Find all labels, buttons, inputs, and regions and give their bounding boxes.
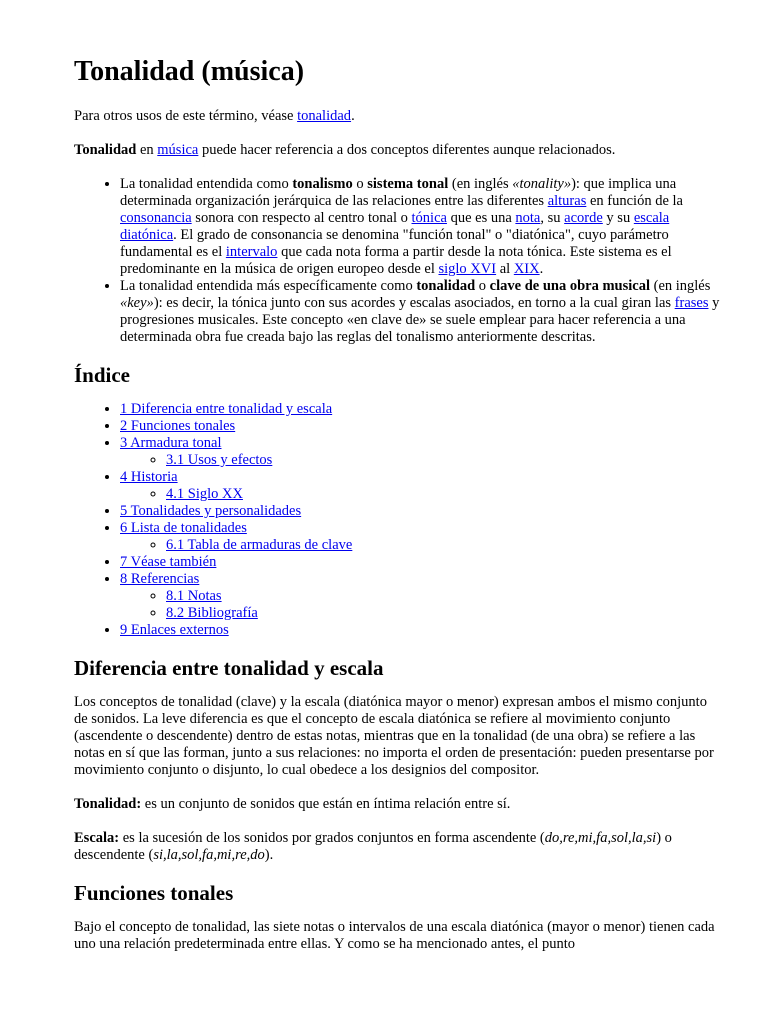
toc-subitem (166, 486, 722, 503)
toc-item (120, 571, 722, 622)
toc-item (120, 520, 722, 554)
toc-subitem (166, 588, 722, 605)
toc-link[interactable]: 4.1 Siglo XX (166, 486, 243, 502)
toc-item (120, 435, 722, 469)
toc-item (120, 622, 722, 639)
toc-subitem (166, 452, 722, 469)
toc-link[interactable]: 3 Armadura tonal (120, 435, 222, 451)
link-escala-diatonica[interactable]: escala diatónica (120, 210, 670, 243)
toc-link[interactable]: 3.1 Usos y efectos (166, 452, 273, 468)
table-of-contents (74, 401, 722, 639)
toc-link[interactable]: 8.1 Notas (166, 588, 222, 604)
toc-item (120, 469, 722, 503)
toc-item (120, 503, 722, 520)
toc-subitem (166, 537, 722, 554)
toc-subitem (166, 605, 722, 622)
page-title: Tonalidad (música) (74, 56, 305, 87)
link-acorde[interactable]: acorde (564, 210, 603, 226)
toc-link[interactable]: 6.1 Tabla de armaduras de clave (166, 537, 353, 553)
link-frases[interactable]: frases (674, 295, 709, 311)
link-nota[interactable]: nota (515, 210, 541, 226)
section-paragraph: Los conceptos de tonalidad (clave) y la escala (diatónica mayor o menor) expresan ambos el mismo conjunto de sonidos. La leve diferencia es que el concepto de escala diatónica se refiere al movimiento conjunto (ascendente o descendente) dentro de estas notas, mientras que en la tonalidad (de una obra) se refiere a las notas en sí que las forman, junto a sus relaciones: no importa el orden de presentación: pueden presentarse por movimiento conjunto o disjunto, lo cual obedece a los designios del compositor. (74, 694, 714, 778)
link-xix[interactable]: XIX (513, 261, 540, 277)
link-alturas[interactable]: alturas (547, 193, 587, 209)
definition-tonalidad: Tonalidad: es un conjunto de sonidos que están en íntima relación entre sí. (74, 796, 511, 812)
toc-link[interactable]: 7 Véase también (120, 554, 217, 570)
toc-item (120, 418, 722, 435)
link-consonancia[interactable]: consonancia (120, 210, 192, 226)
toc-item (120, 554, 722, 571)
link-musica[interactable]: música (157, 142, 199, 158)
link-tonica[interactable]: tónica (411, 210, 447, 226)
meanings-list (74, 176, 722, 346)
list-item: • La tonalidad entendida como tonalismo o sistema tonal (en inglés «tonality»): que implica una determinada organización jerárquica de las relaciones entre las diferentes alturas en función de la consonancia sonora con respecto al centro tonal o tónica que es una nota, su acorde y su escala diatónica. El grado de consonancia se denomina "función tonal" o "diatónica", cuyo parámetro fundamental es el intervalo que cada nota forma a partir desde la nota tónica. Este sistema es el predominante en la música de origen europeo desde el siglo XVI al XIX. (120, 176, 722, 278)
toc-link[interactable]: 4 Historia (120, 469, 178, 485)
link-siglo-xvi[interactable]: siglo XVI (438, 261, 497, 277)
disambiguation-note: Para otros usos de este término, véase tonalidad. (74, 108, 355, 124)
toc-link[interactable]: 6 Lista de tonalidades (120, 520, 247, 536)
section-heading: Diferencia entre tonalidad y escala (74, 656, 384, 680)
toc-link[interactable]: 1 Diferencia entre tonalidad y escala (120, 401, 333, 417)
section-heading: Funciones tonales (74, 881, 234, 905)
toc-link[interactable]: 8.2 Bibliografía (166, 605, 258, 621)
link-intervalo[interactable]: intervalo (225, 244, 278, 260)
toc-link[interactable]: 2 Funciones tonales (120, 418, 236, 434)
list-item: • La tonalidad entendida más específicamente como tonalidad o clave de una obra musical (en inglés «key»): es decir, la tónica junto con sus acordes y escalas asociados, en torno a la cual giran las frases y progresiones musicales. Este concepto «en clave de» se suele emplear para hacer referencia a una determinada obra fue creada bajo las reglas del tonalismo anteriormente descritas. (120, 278, 722, 346)
toc-heading: Índice (74, 363, 131, 387)
toc-link[interactable]: 5 Tonalidades y personalidades (120, 503, 302, 519)
toc-link[interactable]: 8 Referencias (120, 571, 200, 587)
definition-escala: Escala: es la sucesión de los sonidos por grados conjuntos en forma ascendente (do,re,mi,fa,sol,la,si) o descendente (si,la,sol,fa,mi,re,do). (74, 830, 672, 863)
section-paragraph: Bajo el concepto de tonalidad, las siete notas o intervalos de una escala diatónica (mayor o menor) tienen cada uno una relación predeterminada entre ellas. Y como se ha mencionado antes, el punto (74, 919, 715, 952)
toc-link[interactable]: 9 Enlaces externos (120, 622, 229, 638)
toc-item (120, 401, 722, 418)
link-tonalidad[interactable]: tonalidad (297, 108, 352, 124)
intro-paragraph: Tonalidad en música puede hacer referencia a dos conceptos diferentes aunque relacionados. (74, 142, 616, 158)
